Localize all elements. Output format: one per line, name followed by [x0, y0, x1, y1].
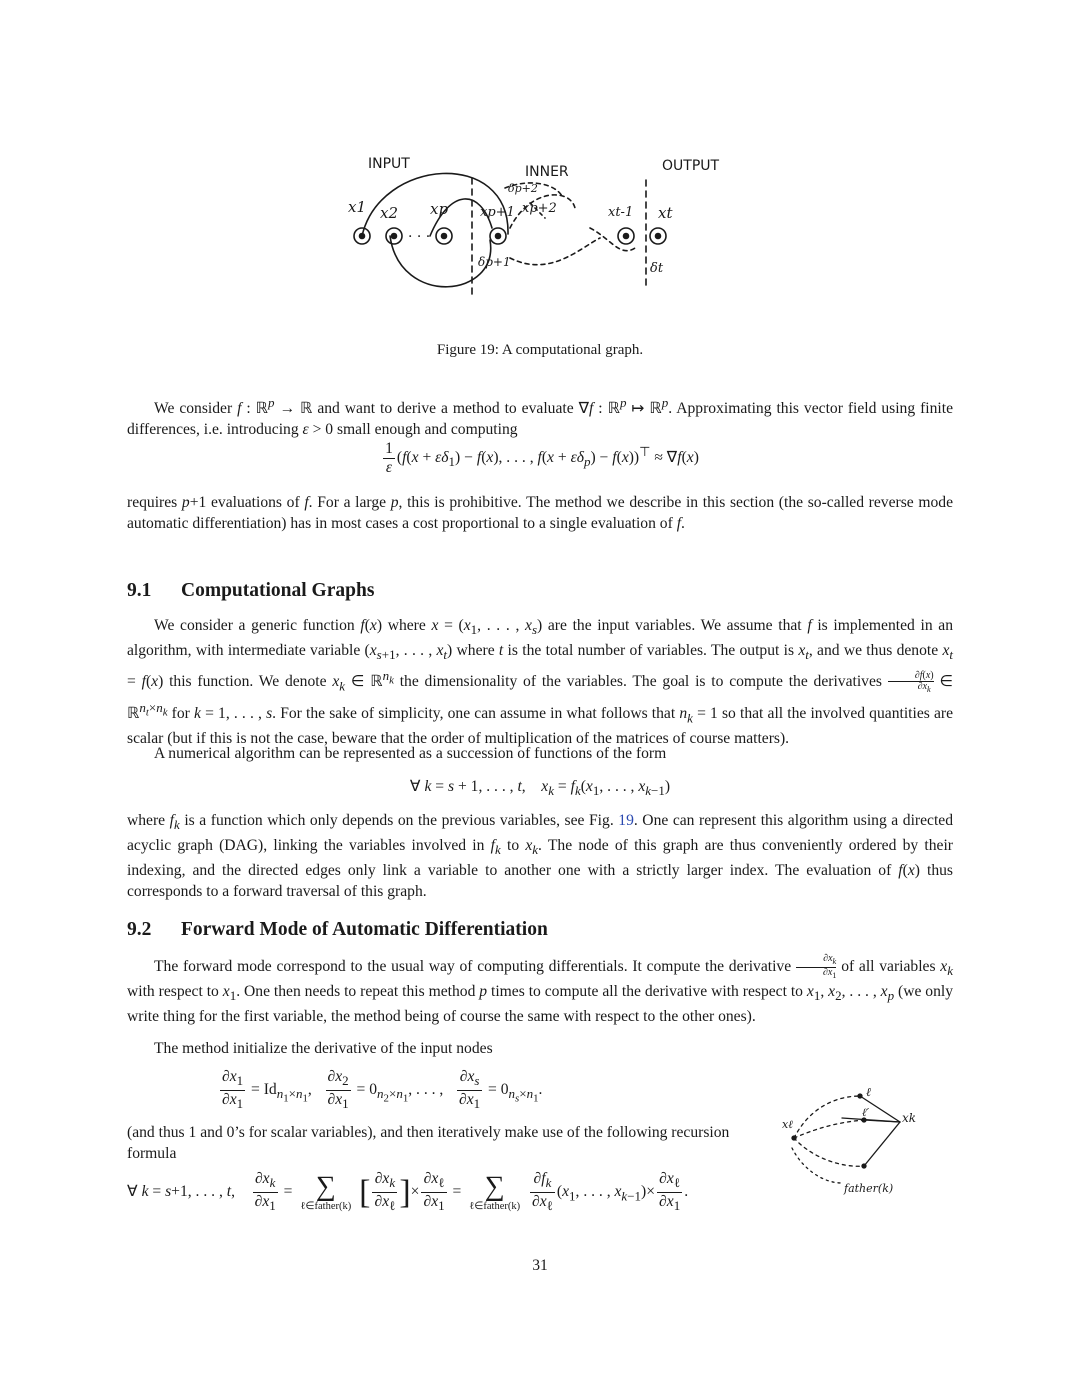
- section-9-1-heading: [127, 580, 374, 602]
- initialization-equation: $\frac{\partial x_1}{\partial x_1}$ = $Id_{n_1\times n_1}$, $\frac{\partial x_2}{\partial x_1}$ = $0_{n_2\times n_1}$, . . . , $\frac{\partial x_s}{\partial x_1}$ = $0_{n_s\times n_1}$.: [222, 1068, 543, 1112]
- xt-1-label: xt-1: [608, 205, 634, 220]
- xl-label: xℓ: [782, 1118, 793, 1131]
- section-9-2-heading: [127, 919, 548, 941]
- xk-label: xk: [902, 1111, 917, 1125]
- edge-xl-to-lprime: [794, 1120, 864, 1138]
- x2-label: x2: [380, 204, 399, 222]
- node-xl: [792, 1136, 796, 1140]
- intro-paragraph-1: We consider f : ℝ$^p$ → ℝ and want to derive a method to evaluate ∇f : ℝ$^p$ ↦ ℝ$^p$. Approximating this vector field using finite differences, i.e. introducing ε > 0 small enough and computing: [127, 395, 954, 439]
- node-l: [858, 1094, 862, 1098]
- father-label: father(k): [844, 1182, 894, 1195]
- input-label: INPUT: [368, 156, 410, 172]
- inner-label: INNER: [525, 164, 569, 180]
- sec91-paragraph-2: A numerical algorithm can be represented as a succession of functions of the form: [154, 745, 667, 762]
- section-title: Computational Graphs: [181, 580, 375, 601]
- father-nodes-drawing: [782, 1085, 917, 1200]
- figure-caption: Figure 19: A computational graph.: [436, 342, 644, 358]
- sec92-paragraph-2: The method initialize the derivative of the input nodes: [154, 1040, 493, 1057]
- algorithm-recursion-equation: ∀ k = s + 1, . . . , t, $x_k = f_k(x_1$, . . . , $x_{k-1}$): [409, 778, 671, 799]
- l-label: ℓ: [866, 1085, 871, 1099]
- node-father: [862, 1164, 866, 1168]
- page-number: 31: [532, 1257, 548, 1274]
- intro-paragraph-2: requires p+1 evaluations of f. For a large p, this is prohibitive. The method we describe in this section (the so-called reverse mode automatic differentiation) has in most cases a cost proportional to a single evaluation of f.: [127, 494, 953, 532]
- svg-text:· · ·: · · ·: [408, 229, 431, 245]
- xp1-label: xp+1: [480, 205, 515, 220]
- section-number: 9.2: [127, 919, 152, 940]
- computational-graph-drawing: [340, 148, 740, 308]
- xt-label: xt: [658, 204, 673, 222]
- father-nodes-figure: [782, 1085, 917, 1200]
- sec92-paragraph-3: (and thus 1 and 0’s for scalar variables), and then iteratively make use of the following recursion formula: [127, 1124, 730, 1162]
- computational-graph-figure: [340, 148, 740, 308]
- figure-reference-link[interactable]: 19: [618, 812, 634, 829]
- sec91-paragraph-3: where $f_k$ is a function which only depends on the previous variables, see Fig. 19. One can represent this algorithm using a directed acyclic graph (DAG), linking the variables involved in $f_k$ to $x_k$. The node of this graph are thus conveniently ordered by their indexing, and the directed edges only link a variable to another one with a strictly larger index. The evaluation of f(x) thus corresponds to a forward traversal of this graph.: [127, 812, 953, 901]
- section-title: Forward Mode of Automatic Differentiation: [181, 919, 548, 940]
- delta-p1-label: δp+1: [478, 255, 511, 269]
- edge-xl-to-father: [794, 1138, 864, 1166]
- sec91-paragraph-1: We consider a generic function f(x) where $x = (x_1$, . . . , $x_s$) are the input variables. We assume that f is implemented in an algorithm, with intermediate variable ($x_{s+1}$, . . . , $x_t$) where t is the total number of variables. The output is $x_t$, and we thus denote $x_t = f(x)$ this function. We denote $x_k$ ∈ ℝ$^{n_k}$ the dimensionality of the variables. The goal is to compute the derivatives $\frac{\partial f(x)}{\partial x_k}$ ∈ ℝ$^{n_t\times n_k}$ for k = 1, . . . , s. For the sake of simplicity, one can assume in what follows that $n_k = 1$ so that all the involved quantities are scalar (but if this is not the case, beware that the order of multiplication of the matrices of course matters).: [127, 617, 954, 747]
- xp-label: xp: [430, 200, 449, 218]
- lprime-label: ℓ′: [862, 1106, 870, 1119]
- x1-label: x1: [348, 198, 367, 216]
- xp2-label: xp+2: [522, 201, 557, 216]
- forward-recursion-equation: ∀ k = s+1, . . . , t, $\frac{\partial x_k}{\partial x_1}$ = ∑ ℓ∈father(k) [ $\frac{\partial x_k}{\partial x_\ell}$ ]× $\frac{\partial x_\ell}{\partial x_1}$ = ∑ ℓ∈father(k) $\frac{\partial f_k}{\partial x_\ell}$ ($x_1$, . . . , $x_{k-1})\times$ $\frac{\partial x_\ell}{\partial x_1}$ .: [127, 1170, 689, 1214]
- output-label: OUTPUT: [662, 158, 720, 174]
- graph-edge-dashed-3: [510, 238, 600, 265]
- edge-dotted-bottom: [792, 1148, 842, 1183]
- section-number: 9.1: [127, 580, 152, 601]
- delta-t-label: δt: [650, 261, 664, 276]
- finite-difference-equation: $\frac{1}{\varepsilon}$ ($f(x + \varepsilon\delta_1) - f(x)$, . . . , $f(x + \varepsilon\delta_p) - f(x))^⊤ \approx \nabla f(x)$: [385, 440, 699, 476]
- edge-father-to-xk: [864, 1122, 900, 1166]
- delta-p2-label: δp+2: [508, 182, 538, 195]
- edge-xl-to-l: [794, 1096, 860, 1138]
- sec92-paragraph-1: The forward mode correspond to the usual way of computing differentials. It compute the derivative $\frac{\partial x_k}{\partial x_1}$ of all variables $x_k$ with respect to $x_1$. One then needs to repeat this method p times to compute all the derivative with respect to $x_1$, $x_2$, . . . , $x_p$ (we only write thing for the first variable, the method being of course the same with respect to the other ones).: [127, 953, 954, 1026]
- graph-edge-dashed-4: [590, 228, 635, 251]
